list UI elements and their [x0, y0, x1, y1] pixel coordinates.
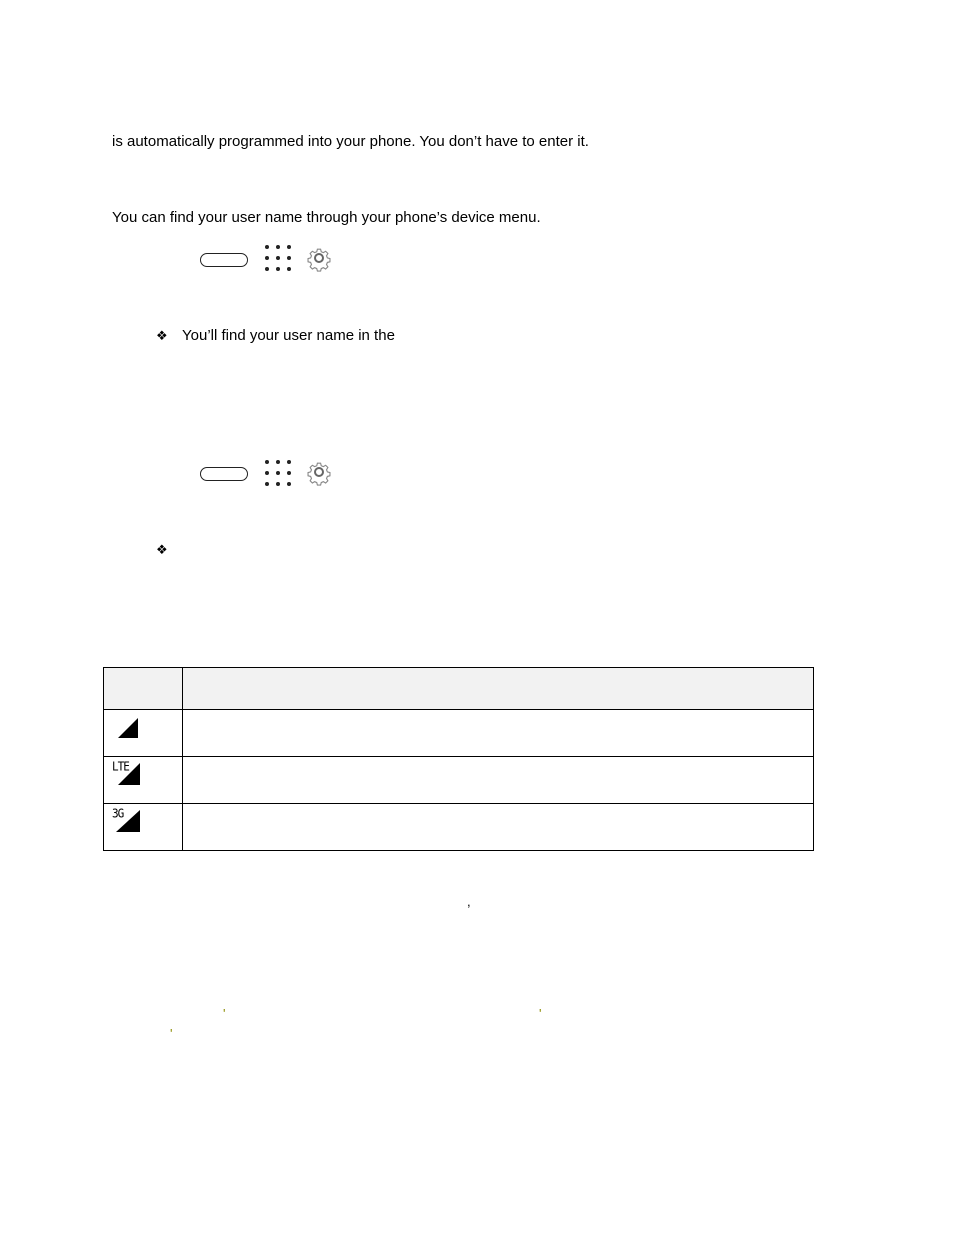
comma-mark: , [467, 894, 471, 909]
table-row [104, 710, 814, 757]
bullet-username-text: You’ll find your user name in the [182, 327, 395, 344]
home-button-icon [200, 467, 248, 481]
tick-mark: ' [539, 1006, 542, 1021]
paragraph-find-username: You can find your user name through your phone’s device menu. [112, 209, 541, 226]
table-cell-icon [104, 804, 183, 851]
signal-icon-table [103, 667, 814, 851]
tick-mark: ' [223, 1006, 226, 1021]
table-cell-icon [104, 757, 183, 804]
signal-strength-icon [110, 714, 150, 744]
lte-signal-icon [110, 758, 150, 791]
settings-gear-icon [305, 458, 333, 486]
apps-grid-icon [265, 460, 291, 486]
table-row [104, 804, 814, 851]
table-header-icon [104, 668, 183, 710]
3g-signal-icon [110, 805, 150, 838]
table-row [104, 757, 814, 804]
lte-label: LTE [112, 758, 129, 774]
table-cell-description [183, 757, 814, 804]
table-cell-icon [104, 710, 183, 757]
settings-gear-icon [305, 244, 333, 272]
table-header-row [104, 668, 814, 710]
3g-label: 3G [112, 805, 124, 821]
table-cell-description [183, 710, 814, 757]
table-header-description [183, 668, 814, 710]
table-cell-description [183, 804, 814, 851]
paragraph-auto-programmed: is automatically programmed into your phone. You don’t have to enter it. [112, 133, 589, 150]
home-button-icon [200, 253, 248, 267]
bullet-glyph: ❖ [156, 542, 168, 557]
bullet-glyph: ❖ [156, 328, 168, 343]
tick-mark: ' [170, 1026, 173, 1041]
apps-grid-icon [265, 245, 291, 271]
